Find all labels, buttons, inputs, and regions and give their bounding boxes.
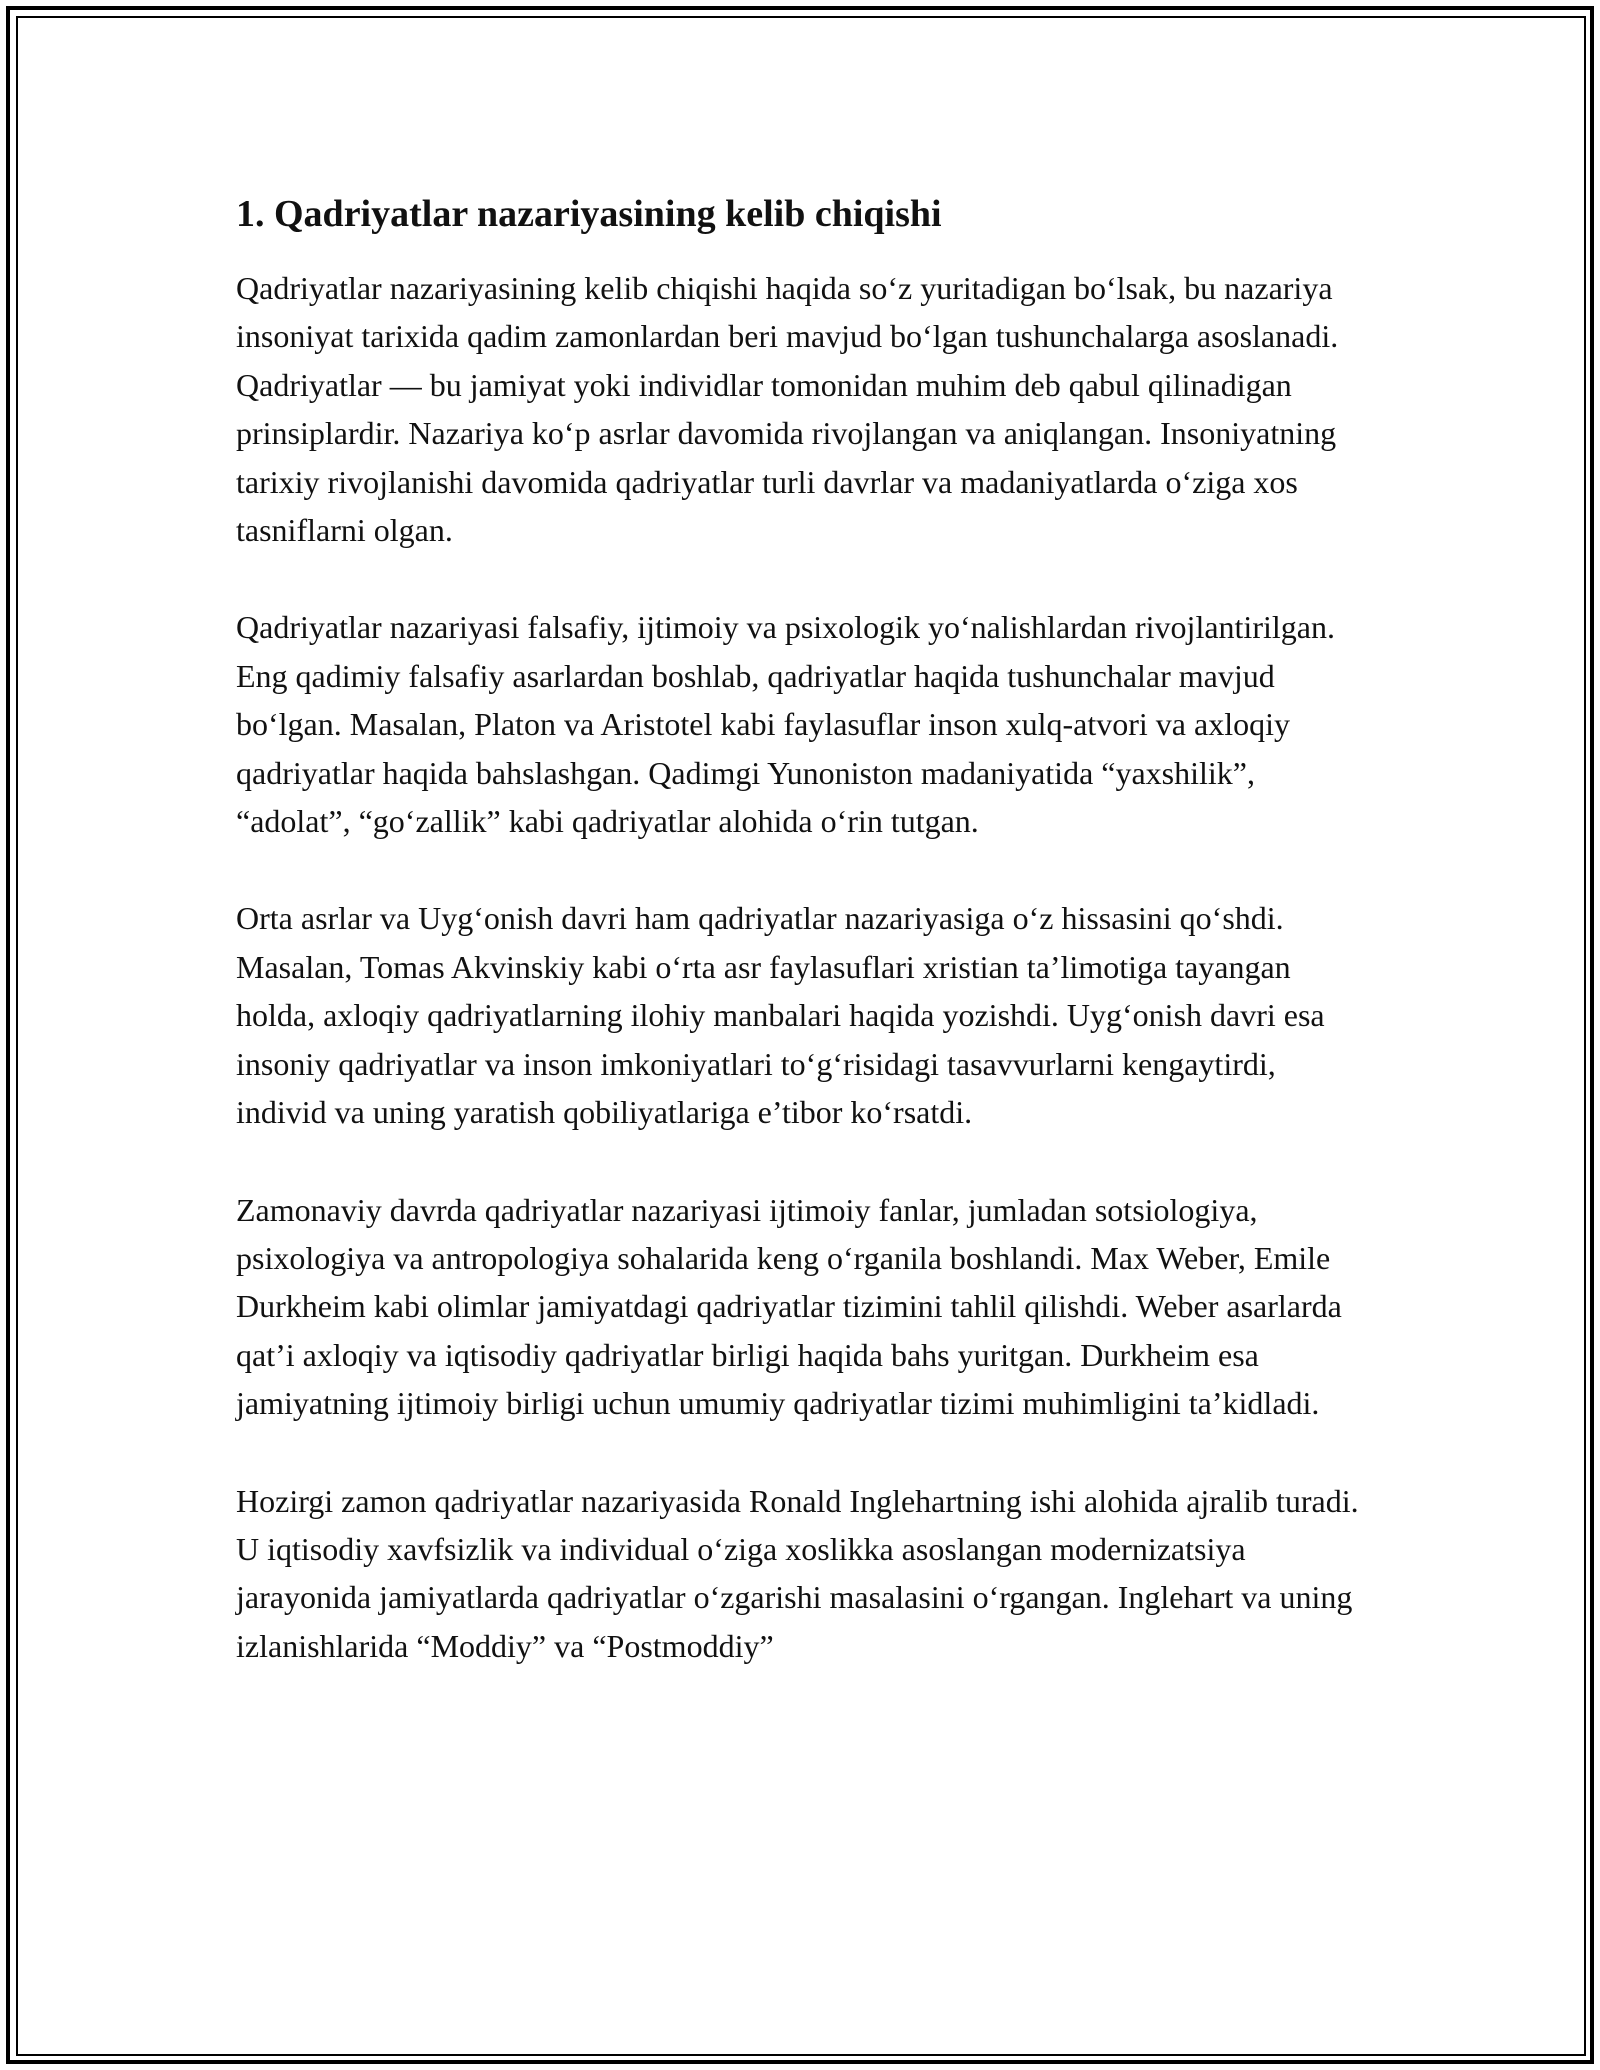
- section-heading: 1. Qadriyatlar nazariyasining kelib chiqishi: [236, 193, 942, 235]
- paragraph-2: Qadriyatlar nazariyasi falsafiy, ijtimoiy va psixologik yo‘nalishlardan rivojlantirilgan. Eng qadimiy falsafiy asarlardan boshlab, qadriyatlar haqida tushunchalar mavjud bo‘lgan. Masalan, Platon va Aristotel kabi faylasuflar inson xulq-atvori va axloqiy qadriyatlar haqida bahslashgan. Qadimgi Yunoniston madaniyatida “yaxshilik”, “adolat”, “go‘zallik” kabi qadriyatlar alohida o‘rin tutgan.: [236, 609, 1335, 840]
- paragraph-5: Hozirgi zamon qadriyatlar nazariyasida Ronald Inglehartning ishi alohida ajralib turadi. U iqtisodiy xavfsizlik va individual o‘ziga xoslikka asoslangan modernizatsiya jarayonida jamiyatlarda qadriyatlar o‘zgarishi masalasini o‘rgangan. Inglehart va uning izlanishlarida “Moddiy” va “Postmoddiy”: [236, 1482, 1359, 1664]
- paragraph-3: Orta asrlar va Uyg‘onish davri ham qadriyatlar nazariyasiga o‘z hissasini qo‘shdi. Masalan, Tomas Akvinskiy kabi o‘rta asr faylasuflari xristian ta’limotiga tayangan holda, axloqiy qadriyatlarning ilohiy manbalari haqida yozishdi. Uyg‘onish davri esa insoniy qadriyatlar va inson imkoniyatlari to‘g‘risidagi tasavvurlarni kengaytirdi, individ va uning yaratish qobiliyatlariga e’tibor ko‘rsatdi.: [236, 900, 1325, 1131]
- document-page: [236, 186, 1370, 1719]
- paragraph-1: Qadriyatlar nazariyasining kelib chiqishi haqida so‘z yuritadigan bo‘lsak, bu nazariya insoniyat tarixida qadim zamonlardan beri mavjud bo‘lgan tushunchalarga asoslanadi. Qadriyatlar — bu jamiyat yoki individlar tomonidan muhim deb qabul qilinadigan prinsiplardir. Nazariya ko‘p asrlar davomida rivojlangan va aniqlangan. Insoniyatning tarixiy rivojlanishi davomida qadriyatlar turli davrlar va madaniyatlarda o‘ziga xos tasniflarni olgan.: [236, 270, 1339, 549]
- paragraph-4: Zamonaviy davrda qadriyatlar nazariyasi ijtimoiy fanlar, jumladan sotsiologiya, psixologiya va antropologiya sohalarida keng o‘rganila boshlandi. Max Weber, Emile Durkheim kabi olimlar jamiyatdagi qadriyatlar tizimini tahlil qilishdi. Weber asarlarda qat’i axloqiy va iqtisodiy qadriyatlar birligi haqida bahs yuritgan. Durkheim esa jamiyatning ijtimoiy birligi uchun umumiy qadriyatlar tizimi muhimligini ta’kidladi.: [236, 1191, 1342, 1422]
